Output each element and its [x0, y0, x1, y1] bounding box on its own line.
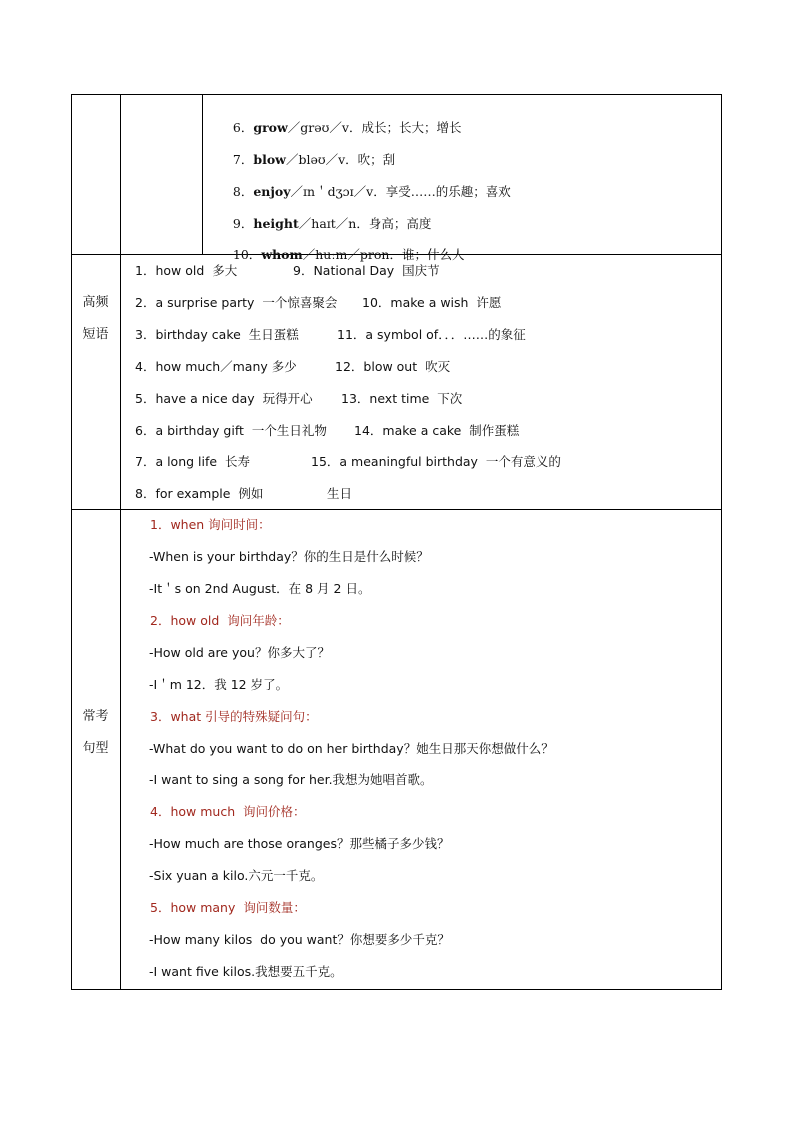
phrase-left: 5．have a nice day 玩得开心	[135, 391, 313, 406]
vocab-word: blow	[253, 152, 286, 167]
phrase-right: 11．a symbol of．．．……的象征	[337, 327, 526, 342]
document-table	[71, 94, 722, 990]
example-question: -How much are those oranges？那些橘子多少钱？	[149, 836, 450, 851]
vocab-word: grow	[253, 120, 288, 135]
row-divider-phrases	[71, 509, 722, 510]
vocab-word: enjoy	[253, 184, 291, 199]
table-border-right	[721, 94, 722, 990]
label-column-divider	[120, 94, 121, 990]
vocab-item: 7．blow／bləʊ／v．吹；刮	[232, 152, 396, 167]
pattern-heading: 5．how many 询问数量：	[150, 900, 306, 915]
phrase-left: 2．a surprise party 一个惊喜聚会	[135, 295, 338, 310]
example-answer: -Six yuan a kilo.六元一千克。	[149, 868, 324, 883]
phrase-right: 12．blow out 吹灭	[335, 359, 451, 374]
vocab-item: 9．height／haɪt／n．身高；高度	[232, 216, 432, 231]
pattern-heading: 2．how old 询问年龄：	[150, 613, 290, 628]
example-question: -How old are you？你多大了？	[149, 645, 330, 660]
phrase-right: 15．a meaningful birthday 一个有意义的	[311, 454, 561, 469]
phrase-right: 14．make a cake 制作蛋糕	[354, 423, 520, 438]
pattern-heading: 1．when 询问时间：	[150, 517, 271, 532]
phrase-right: 13．next time 下次	[341, 391, 463, 406]
vocab-word: height	[253, 216, 299, 231]
table-border-bottom	[71, 989, 722, 990]
sentences-label-line1: 常考	[82, 709, 109, 724]
phrase-left: 8．for example 例如	[135, 486, 264, 501]
pattern-heading: 4．how much 询问价格：	[150, 804, 306, 819]
example-answer: -I want five kilos.我想要五千克。	[149, 964, 343, 979]
phrases-label-line1: 高频	[82, 295, 109, 310]
example-question: -What do you want to do on her birthday？她生日那天你想做什么？	[149, 741, 554, 756]
vocab-word: whom	[261, 247, 303, 262]
phrase-right: 生日	[327, 486, 353, 501]
phrase-left: 7．a long life 长寿	[135, 454, 251, 469]
phrase-left: 4．how much／many 多少	[135, 359, 297, 374]
vocab-column-divider	[202, 94, 203, 255]
example-question: -When is your birthday？你的生日是什么时候？	[149, 549, 429, 564]
vocab-item: 8．enjoy／ɪn＇dʒɔɪ／v．享受……的乐趣；喜欢	[232, 184, 511, 199]
vocab-item: 6．grow／grəʊ／v．成长；长大；增长	[232, 120, 462, 135]
example-answer: -I want to sing a song for her.我想为她唱首歌。	[149, 772, 433, 787]
vocab-item: 10．whom／huːm／pron．谁；什么人	[232, 247, 465, 262]
phrase-left: 1．how old 多大	[135, 263, 238, 278]
phrase-right: 10．make a wish 许愿	[362, 295, 502, 310]
phrase-right: 9．National Day 国庆节	[293, 263, 440, 278]
table-border-left	[71, 94, 72, 990]
sentences-label-line2: 句型	[82, 741, 109, 756]
phrase-left: 6．a birthday gift 一个生日礼物	[135, 423, 327, 438]
example-answer: -It＇s on 2nd August．在 8 月 2 日。	[149, 581, 371, 596]
table-border-top	[71, 94, 722, 95]
phrases-label-line2: 短语	[82, 327, 109, 342]
example-answer: -I＇m 12．我 12 岁了。	[149, 677, 289, 692]
phrase-left: 3．birthday cake 生日蛋糕	[135, 327, 299, 342]
pattern-heading: 3．what 引导的特殊疑问句：	[150, 709, 318, 724]
example-question: -How many kilos do you want？你想要多少千克？	[149, 932, 450, 947]
